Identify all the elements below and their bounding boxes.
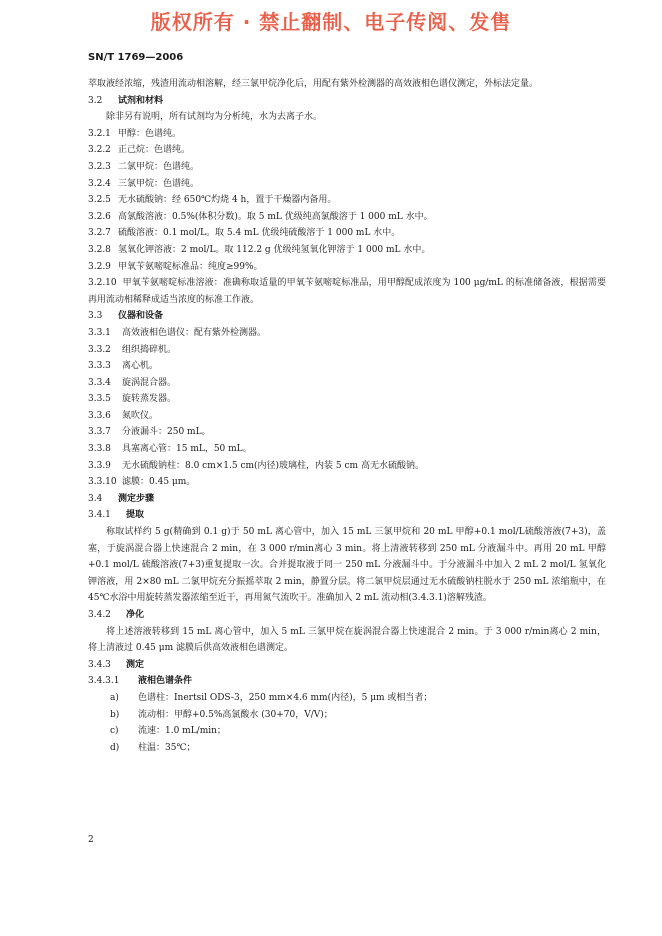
item-number: 3.2.10 [88,278,117,289]
lc-condition-item [88,723,606,740]
lc-condition-item [88,690,606,707]
item-text: 氢氧化钾溶液：2 mol/L。取 112.2 g 优级纯氢氧化钾溶于 1 000 mL 水中。 [118,244,431,255]
apparatus-item [88,458,606,475]
item-number: 3.3.7 [88,427,111,438]
section-number: 3.4.3 [88,659,111,670]
item-text: 甲氧苄氨嘧啶标准溶液：准确称取适量的甲氧苄氨嘧啶标准品，用甲醇配成浓度为 100 μg/mL 的标准储备液，根据需要再用流动相稀释成适当浓度的标准工作液。 [88,278,606,305]
item-text: 二氯甲烷：色谱纯。 [118,161,200,172]
section-3-2-note: 除非另有说明，所有试剂均为分析纯，水为去离子水。 [106,112,323,123]
apparatus-item [88,391,606,408]
section-title: 试剂和材料 [118,95,164,106]
item-text: 流速：1.0 mL/min； [138,726,226,737]
item-number: 3.3.8 [88,444,111,455]
reagent-item [88,176,606,193]
reagent-item [88,209,606,226]
section-number: 3.2 [88,95,103,106]
document-body [88,76,606,756]
section-title: 液相色谱条件 [138,676,193,687]
reagent-item-3-2-10 [88,275,606,308]
section-3-4-1-heading [88,507,606,524]
intro-paragraph: 萃取液经浓缩，残渣用流动相溶解，经三氯甲烷净化后，用配有紫外检测器的高效液相色谱仪测定，外标法定量。 [88,79,539,89]
apparatus-item [88,375,606,392]
reagent-item [88,192,606,209]
section-3-4-heading [88,491,606,508]
apparatus-item [88,342,606,359]
item-text: 流动相：甲醇+0.5%高氯酸水 (30+70，V/V)； [138,709,333,720]
lc-condition-item [88,740,606,757]
item-number: 3.3.1 [88,327,111,338]
section-title: 提取 [126,510,145,521]
apparatus-item [88,474,606,491]
extraction-paragraph: 称取试样约 5 g(精确到 0.1 g)于 50 mL 离心管中，加入 15 mL 三氯甲烷和 20 mL 甲醇+0.1 mol/L硫酸溶液(7+3)，盖塞，于旋涡混合器上快速混合 2 min，在 3 000 r/min离心 3 min。将上清液转移到 250 mL 分液漏斗中。再用 20 mL 甲醇+0.1 mol/L 硫酸溶液(7+3)重复提取一次。合并提取液于同一 250 mL 分液漏斗中。于分液漏斗中加入 2 mL 2 mol/L 氢氧化钾溶液，用 2×80 mL 二氯甲烷充分振摇萃取 2 min，静置分层。将二氯甲烷层通过无水硫酸钠柱脱水于 250 mL 浓缩瓶中，在 45℃水浴中用旋转蒸发器浓缩至近干，再用氮气流吹干。准确加入 2 mL 流动相(3.4.3.1)溶解残渣。 [88,527,606,604]
item-text: 正己烷：色谱纯。 [118,145,191,156]
section-3-3-heading [88,308,606,325]
watermark: 版权所有 · 禁止翻制、电子传阅、发售 [150,10,512,34]
apparatus-item [88,441,606,458]
section-3-2-heading [88,93,606,110]
reagent-item [88,159,606,176]
item-text: 甲氧苄氨嘧啶标准品：纯度≥99%。 [118,261,263,272]
section-title: 净化 [126,610,145,620]
item-text: 无水硫酸钠柱：8.0 cm×1.5 cm(内径)玻璃柱，内装 5 cm 高无水硫酸钠。 [122,460,424,471]
item-text: 分液漏斗：250 mL。 [122,427,211,438]
section-number: 3.4.1 [88,510,111,521]
item-text: 旋转蒸发器。 [122,394,177,405]
item-text: 高氯酸溶液：0.5%(体积分数)。取 5 mL 优级纯高氯酸溶于 1 000 mL 水中。 [118,211,433,222]
lc-conditions-list [88,690,606,756]
item-text: 旋涡混合器。 [122,377,177,388]
item-text: 硫酸溶液：0.1 mol/L。取 5.4 mL 优级纯硫酸溶于 1 000 mL 水中。 [118,228,401,239]
item-number: 3.2.6 [88,211,111,222]
item-number: 3.2.7 [88,228,111,239]
apparatus-item [88,325,606,342]
apparatus-item [88,408,606,425]
item-text: 滤膜：0.45 μm。 [122,477,196,488]
item-number: 3.2.4 [88,178,111,189]
reagent-item [88,242,606,259]
section-title: 测定 [126,659,145,670]
item-number: 3.3.9 [88,460,111,471]
item-number: 3.3.3 [88,361,111,372]
section-3-4-2-heading [88,607,606,624]
item-text: 具塞离心管：15 mL，50 mL。 [122,444,252,455]
section-3-4-3-1-heading [88,673,606,690]
item-text: 三氯甲烷：色谱纯。 [118,178,200,189]
section-number: 3.3 [88,311,103,322]
page-number: 2 [88,835,94,845]
item-text: 氮吹仪。 [122,410,159,421]
reagent-list [88,126,606,275]
item-number: 3.2.3 [88,161,111,172]
apparatus-list [88,325,606,491]
reagent-item [88,142,606,159]
apparatus-item [88,424,606,441]
item-text: 离心机。 [122,361,159,372]
item-number: d) [110,742,120,753]
item-text: 柱温：35℃； [138,742,196,753]
section-3-4-3-heading [88,657,606,674]
item-number: 3.3.2 [88,344,111,355]
apparatus-item [88,358,606,375]
item-text: 组织捣碎机。 [122,344,177,355]
item-number: 3.3.10 [88,477,117,488]
item-number: 3.3.4 [88,377,111,388]
section-title: 仪器和设备 [118,311,164,322]
item-number: 3.2.1 [88,128,111,139]
item-text: 高效液相色谱仪：配有紫外检测器。 [122,327,267,338]
item-number: c) [110,726,119,737]
item-number: 3.2.8 [88,244,111,255]
item-number: 3.3.6 [88,410,111,421]
item-number: 3.2.5 [88,195,111,206]
reagent-item [88,259,606,276]
item-text: 无水硫酸钠：经 650℃灼烧 4 h，置于干燥器内备用。 [118,195,337,206]
section-title: 测定步骤 [118,493,155,504]
item-text: 甲醇：色谱纯。 [118,128,182,139]
item-number: 3.2.9 [88,261,111,272]
reagent-item [88,126,606,143]
standard-code: SN/T 1769—2006 [88,52,184,63]
cleanup-paragraph: 将上述溶液转移到 15 mL 离心管中，加入 5 mL 三氯甲烷在旋涡混合器上快速混合 2 min。于 3 000 r/min离心 2 min，将上清液过 0.45 μm 滤膜后供高效液相色谱测定。 [88,626,606,654]
item-text: 色谱柱：Inertsil ODS-3，250 mm×4.6 mm(内径)，5 μm 或相当者； [138,692,433,703]
item-number: 3.3.5 [88,394,111,405]
section-number: 3.4.2 [88,610,111,620]
item-number: a) [110,692,119,703]
reagent-item [88,225,606,242]
section-number: 3.4 [88,493,103,504]
lc-condition-item [88,707,606,724]
item-number: 3.2.2 [88,145,111,156]
section-number: 3.4.3.1 [88,676,120,687]
item-number: b) [110,709,120,720]
